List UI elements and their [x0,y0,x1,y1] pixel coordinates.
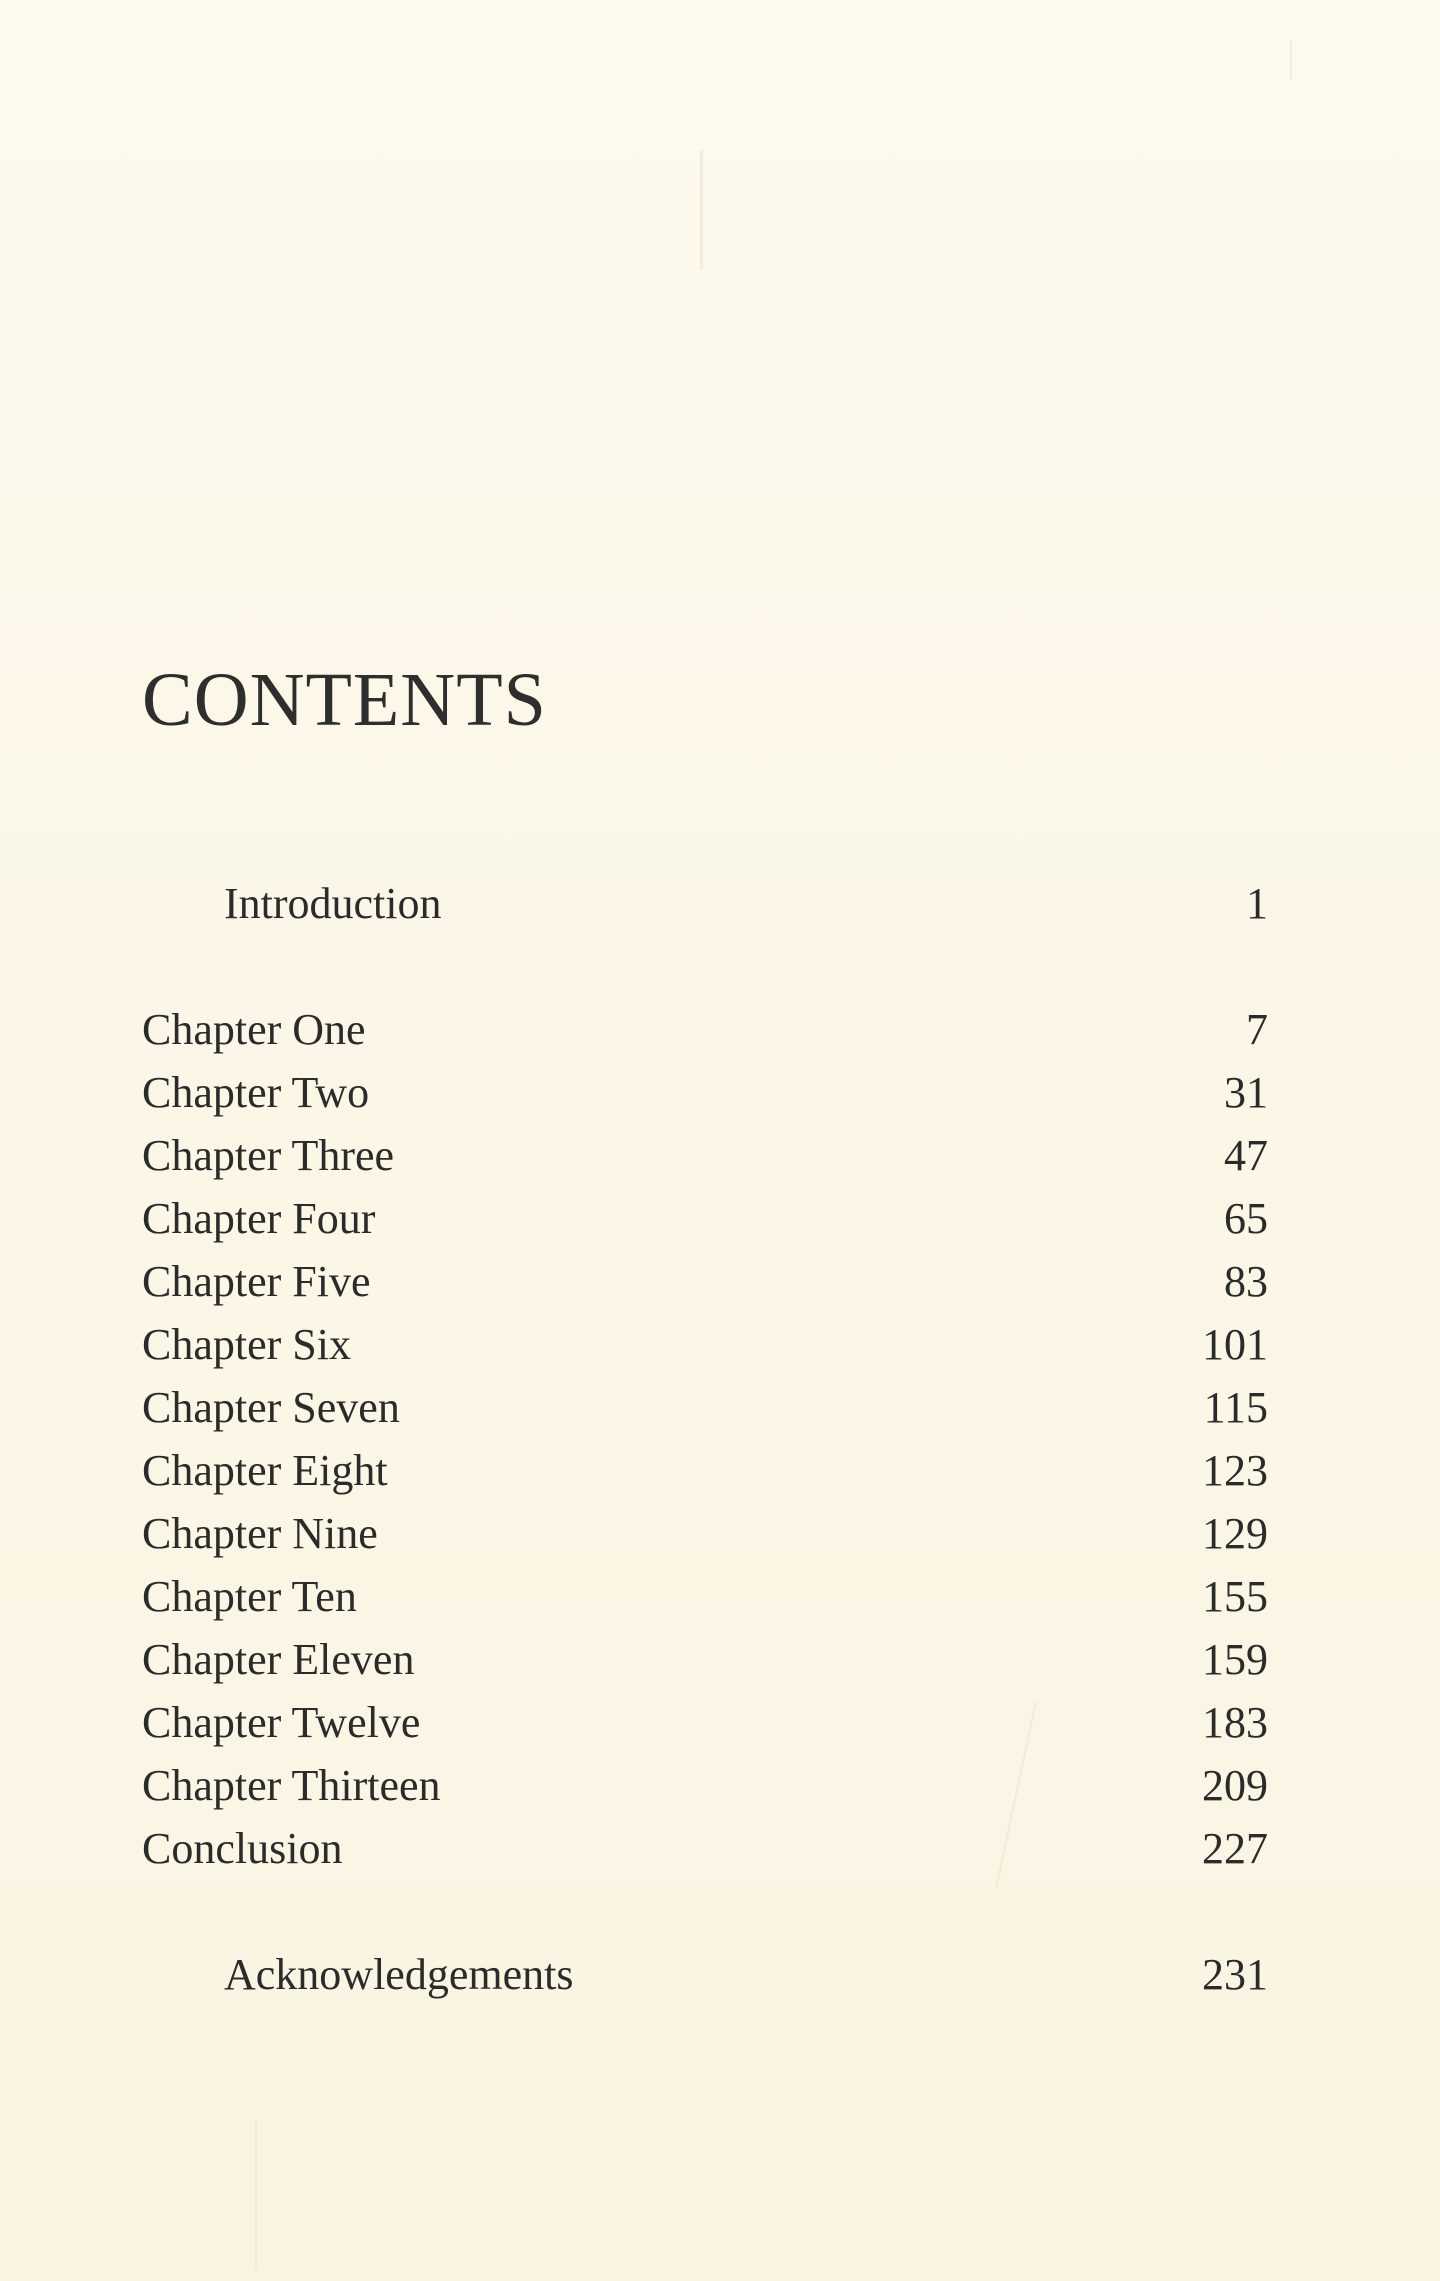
toc-entry-page: 183 [1202,1698,1268,1747]
toc-entry-label: Chapter Thirteen [142,1761,441,1810]
toc-entry [142,1758,1268,1814]
toc-entry-label: Chapter Three [142,1131,395,1180]
toc-entry [142,1317,1268,1373]
toc-entry-page: 159 [1202,1635,1268,1684]
toc-entry-label: Chapter Six [142,1320,351,1369]
toc-entry-page: 101 [1202,1320,1268,1369]
toc-entry [142,1506,1268,1562]
toc-entry-page: 115 [1203,1383,1268,1432]
toc-entry-introduction [142,876,1268,932]
toc-entry-label: Introduction [224,879,442,928]
toc-entry-label: Chapter Seven [142,1383,400,1432]
toc-entry-label: Chapter Eleven [142,1635,415,1684]
toc-entry [142,1443,1268,1499]
toc-entry-label: Chapter Ten [142,1572,357,1621]
toc-entry-page: 231 [1202,1950,1268,1999]
toc-entry [142,1695,1268,1751]
toc-entry-page: 7 [1246,1005,1268,1054]
toc-entry-label: Chapter Five [142,1257,371,1306]
toc-entry-page: 123 [1202,1446,1268,1495]
toc-entry-page: 31 [1224,1068,1268,1117]
toc-entry [142,1254,1268,1310]
toc-entry-page: 83 [1224,1257,1268,1306]
toc-entry [142,1065,1268,1121]
toc-entry [142,1380,1268,1436]
toc-entry-page: 155 [1202,1572,1268,1621]
toc-entry [142,1002,1268,1058]
toc-entry [142,1569,1268,1625]
toc-entry-label: Chapter Eight [142,1446,388,1495]
toc-entry-page: 227 [1202,1824,1268,1873]
toc-entry-label: Chapter Two [142,1068,370,1117]
toc-entry [142,1821,1268,1877]
toc-entry [142,1632,1268,1688]
toc-entry [142,1128,1268,1184]
page-title: CONTENTS [142,658,547,742]
toc-entry-label: Chapter Twelve [142,1698,421,1747]
toc-entry-page: 129 [1202,1509,1268,1558]
toc-entry-page: 47 [1224,1131,1268,1180]
toc-entry-label: Conclusion [142,1824,343,1873]
toc-entry-acknowledgements [142,1947,1268,2003]
toc-entry-page: 209 [1202,1761,1268,1810]
toc-entry-page: 65 [1224,1194,1268,1243]
toc-entry-label: Acknowledgements [224,1950,574,1999]
toc-entry-label: Chapter One [142,1005,366,1054]
toc-entry-label: Chapter Nine [142,1509,378,1558]
toc-entry-page: 1 [1246,879,1268,928]
toc-entry-label: Chapter Four [142,1194,376,1243]
toc-entry [142,1191,1268,1247]
